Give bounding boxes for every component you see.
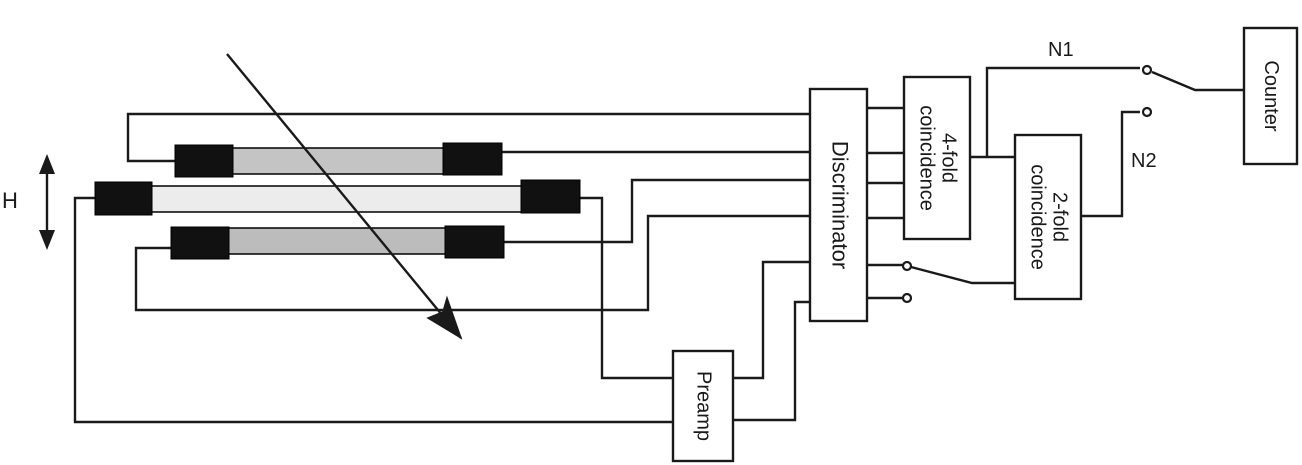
paddle-bottom: [171, 226, 504, 259]
pmt-bottom-left: [171, 227, 229, 259]
wire-middle-right-pmt: [580, 198, 673, 378]
preamp-block: [673, 351, 733, 461]
counter-block: [1244, 28, 1297, 164]
selector-switch-arm: [911, 267, 1015, 283]
pmt-middle-right: [521, 180, 580, 213]
output-switch-arm: [1152, 72, 1244, 90]
selector-terminal-b: [903, 294, 911, 302]
fourfold-label-line2: coincidence: [915, 105, 938, 211]
twofold-label-line2: coincidence: [1026, 164, 1049, 270]
scintillator-top: [232, 148, 444, 174]
selector-terminal-a: [903, 262, 911, 270]
pmt-bottom-right: [445, 226, 504, 258]
pmt-middle-left: [95, 182, 152, 215]
pmt-top-right: [443, 143, 502, 175]
height-marker: [2, 154, 55, 250]
preamp-label: Preamp: [692, 370, 715, 442]
wire-preamp-out-1: [733, 262, 810, 378]
height-arrow-down: [39, 230, 55, 250]
counter-label: Counter: [1260, 60, 1283, 132]
fourfold-coincidence-block: [904, 77, 970, 239]
height-arrow-up: [39, 154, 55, 174]
n1-label: N1: [1048, 39, 1074, 61]
pmt-top-left: [175, 145, 233, 177]
scintillator-middle: [151, 186, 522, 212]
scintillator-bottom: [228, 228, 446, 254]
fourfold-label-line1: 4-fold: [937, 132, 960, 184]
paddle-middle: [95, 180, 580, 215]
discriminator-block: [810, 89, 867, 321]
paddle-top: [175, 143, 502, 177]
height-label: H: [2, 188, 18, 213]
wire-preamp-out-2: [733, 302, 810, 420]
discriminator-label: Discriminator: [827, 140, 853, 270]
twofold-label-line1: 2-fold: [1048, 191, 1071, 243]
output-terminal-n2: [1143, 108, 1151, 116]
output-terminal-n1: [1143, 66, 1151, 74]
twofold-coincidence-block: [1015, 135, 1081, 299]
n2-label: N2: [1131, 150, 1157, 172]
